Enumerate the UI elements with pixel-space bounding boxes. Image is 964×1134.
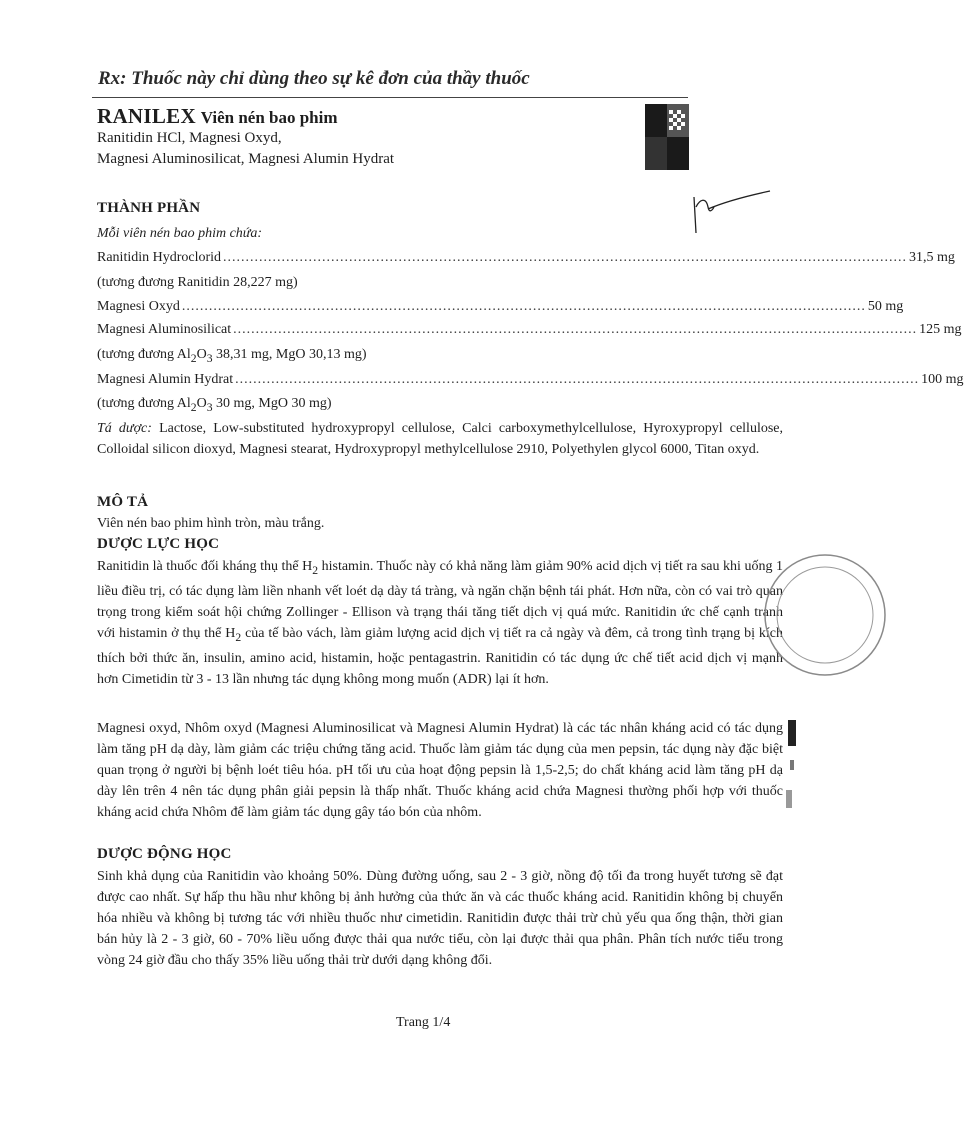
prescription-note: Rx: Thuốc này chỉ dùng theo sự kê đơn của thầy thuốc: [98, 68, 530, 89]
ingredient-amount: 50 mg: [867, 299, 904, 314]
ingredient-amount: 100 mg: [921, 372, 964, 387]
description-text: Viên nén bao phim hình tròn, màu trắng.: [97, 516, 325, 531]
partial-stamp-icon: [755, 545, 825, 685]
scan-edge-marks-icon: [770, 720, 800, 840]
header-rule: [92, 97, 688, 98]
active-ingredients-line-1: Ranitidin HCl, Magnesi Oxyd,: [97, 130, 282, 146]
pharmacodynamics-heading: DƯỢC LỰC HỌC: [97, 536, 220, 552]
ingredient-note: (tương đương $Al_2O_3$ 30 mg, MgO 30 mg): [97, 396, 332, 414]
dot-leader: ........................................................................................................................................................: [233, 322, 918, 337]
ingredient-row: [97, 299, 904, 315]
ingredient-amount: 31,5 mg: [909, 250, 955, 265]
active-ingredients-line-2: Magnesi Aluminosilicat, Magnesi Alumin Hydrat: [97, 151, 395, 167]
pharmacokinetics-heading: DƯỢC ĐỘNG HỌC: [97, 846, 232, 862]
ingredient-name: Ranitidin Hydroclorid: [97, 250, 222, 265]
handwritten-signature-icon: [682, 185, 774, 245]
product-form: Viên nén bao phim: [200, 108, 338, 127]
ingredient-note: (tương đương Ranitidin 28,227 mg): [97, 275, 298, 290]
composition-intro: Mỗi viên nén bao phim chứa:: [97, 226, 263, 241]
composition-heading: THÀNH PHẦN: [97, 200, 201, 216]
page-number: Trang 1/4: [396, 1015, 451, 1030]
product-title: [97, 104, 338, 129]
excipients-text: Lactose, Low-substituted hydroxypropyl cellulose, Calci carboxymethylcellulose, Hyroxypropyl cellulose, Colloidal silicon dioxyd, Magnesi stearat, Hydroxypropyl methylcellulose 2910, Polyethylen glycol 6000, Titan oxyd.: [97, 421, 783, 457]
ingredient-name: Magnesi Alumin Hydrat: [97, 372, 234, 387]
dot-leader: ........................................................................................................................................................: [223, 250, 908, 265]
excipients-paragraph: [97, 418, 783, 460]
dot-leader: ........................................................................................................................................................: [235, 372, 920, 387]
company-logo-icon: [645, 104, 689, 170]
ingredient-amount: 125 mg: [919, 322, 962, 337]
pharmacodynamics-paragraph-1: Ranitidin là thuốc đối kháng thụ thể $H_2$ histamin. Thuốc này có khả năng làm giảm 90% acid dịch vị tiết ra sau khi uống 1 liều điều trị, có tác dụng làm liền nhanh vết loét dạ dày tá tràng, và ngăn chặn bệnh tái phát. Hơn nữa, còn có vai trò quan trọng trong kiểm soát hội chứng Zollinger - Ellison và trạng thái tăng tiết dịch vị quá mức. Ranitidin ức chế cạnh tranh với histamin ở thụ thể $H_2$ của tế bào vách, làm giảm lượng acid dịch vị tiết ra cả ngày và đêm, cả trong tình trạng bị kích thích bởi thức ăn, insulin, amino acid, histamin, hoặc pentagastrin. Ranitidin có tác dụng ức chế tiết acid dịch vị mạnh hơn Cimetidin từ 3 - 13 lần nhưng tác dụng không mong muốn (ADR) lại ít hơn.: [97, 559, 783, 687]
ingredient-row: [97, 372, 964, 388]
pharmacodynamics-paragraph-2: Magnesi oxyd, Nhôm oxyd (Magnesi Aluminosilicat và Magnesi Alumin Hydrat) là các tác nhân kháng acid có tác dụng làm tăng pH dạ dày, làm giảm các triệu chứng tăng acid. Thuốc làm giảm tác dụng của men pepsin, tác dụng này đặc biệt quan trọng ở người bị bệnh loét tiêu hóa. pH tối ưu của hoạt động pepsin là 1,5-2,5; do chất kháng acid làm tăng pH dạ dày lên trên 4 nên tác dụng phân giải pepsin là thấp nhất. Thuốc kháng acid chứa Magnesi thường phối hợp với thuốc kháng acid chứa Nhôm để làm giảm tác dụng gây táo bón của nhôm.: [97, 721, 783, 820]
description-heading: MÔ TẢ: [97, 494, 149, 510]
dot-leader: ........................................................................................................................................................: [181, 299, 866, 314]
ingredient-row: [97, 322, 962, 338]
ingredient-note: (tương đương $Al_2O_3$ 38,31 mg, MgO 30,13 mg): [97, 347, 367, 365]
ingredient-name: Magnesi Oxyd: [97, 299, 180, 314]
product-name: RANILEX: [97, 104, 196, 128]
ingredient-name: Magnesi Aluminosilicat: [97, 322, 232, 337]
excipients-label: Tá dược:: [97, 421, 152, 436]
ingredient-row: [97, 250, 955, 266]
pharmacokinetics-paragraph: Sinh khả dụng của Ranitidin vào khoảng 50%. Dùng đường uống, sau 2 - 3 giờ, nồng độ tối đa trong huyết tương sẽ đạt được cao nhất. Sự hấp thu hầu như không bị ảnh hưởng của thức ăn và các thuốc kháng acid. Ranitidin không bị chuyển hóa nhiều và không bị tương tác với nhiều thuốc như cimetidin. Ranitidin được thải trừ chủ yếu qua ống thận, thời gian bán hủy là 2 - 3 giờ, 60 - 70% liều uống được thải qua nước tiểu, còn lại được thải qua phân. Phân tích nước tiểu trong vòng 24 giờ đầu cho thấy 35% liều uống thải trừ dưới dạng không đổi.: [97, 869, 783, 968]
